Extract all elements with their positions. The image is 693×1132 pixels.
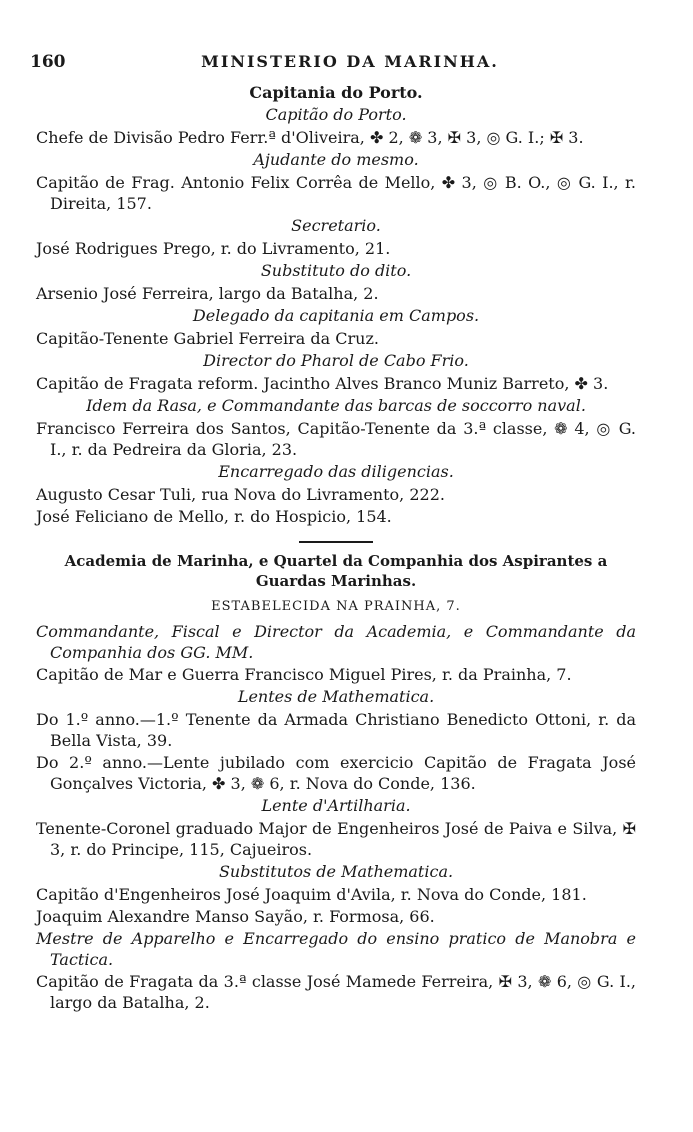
person-entry: Capitão de Fragata reform. Jacintho Alves Branco Muniz Barreto, ✤ 3. [36, 374, 609, 393]
section-heading: Capitão do Porto. [265, 105, 407, 124]
person-entry: Tenente-Coronel graduado Major de Engenheiros José de Paiva e Silva, ✠ 3, r. do Principe, 115, Cajueiros. [36, 819, 636, 859]
section-capitania-body [36, 104, 636, 527]
person-entry: José Rodrigues Prego, r. do Livramento, 21. [36, 239, 391, 258]
section-heading: Idem da Rasa, e Commandante das barcas de soccorro naval. [86, 396, 586, 415]
section-heading: Secretario. [291, 216, 381, 235]
person-entry: Augusto Cesar Tuli, rua Nova do Livramento, 222. [36, 485, 445, 504]
page-header [30, 52, 670, 78]
section-heading: Delegado da capitania em Campos. [192, 306, 480, 325]
page-content [36, 82, 636, 1014]
running-head: MINISTERIO DA MARINHA. [201, 52, 499, 71]
person-entry: Joaquim Alexandre Manso Sayão, r. Formosa, 66. [36, 907, 435, 926]
page-number: 160 [30, 52, 66, 72]
person-entry: Capitão-Tenente Gabriel Ferreira da Cruz. [36, 329, 379, 348]
section-heading: Substitutos de Mathematica. [218, 862, 454, 881]
section-subtitle-academia: ESTABELECIDA NA PRAINHA, 7. [211, 599, 461, 614]
person-entry: Capitão de Mar e Guerra Francisco Miguel Pires, r. da Prainha, 7. [36, 665, 572, 684]
person-entry: José Feliciano de Mello, r. do Hospicio, 154. [36, 507, 392, 526]
role-heading: Mestre de Apparelho e Encarregado do ensino pratico de Manobra e Tactica. [36, 929, 636, 969]
section-title-academia: Academia de Marinha, e Quartel da Companhia dos Aspirantes a Guardas Marinhas. [64, 552, 608, 590]
section-heading: Encarregado das diligencias. [218, 462, 454, 481]
person-entry: Capitão de Frag. Antonio Felix Corrêa de Mello, ✤ 3, ◎ B. O., ◎ G. I., r. Direita, 157. [36, 173, 636, 213]
person-entry: Do 2.º anno.—Lente jubilado com exercicio Capitão de Fragata José Gonçalves Victoria, ✤ 3, ❁ 6, r. Nova do Conde, 136. [36, 753, 636, 793]
person-entry: Chefe de Divisão Pedro Ferr.ª d'Oliveira, ✤ 2, ❁ 3, ✠ 3, ◎ G. I.; ✠ 3. [36, 128, 584, 147]
person-entry: Arsenio José Ferreira, largo da Batalha, 2. [36, 284, 379, 303]
section-heading: Substituto do dito. [260, 261, 412, 280]
person-entry: Francisco Ferreira dos Santos, Capitão-Tenente da 3.ª classe, ❁ 4, ◎ G. I., r. da Pedreira da Gloria, 23. [36, 419, 636, 459]
person-entry: Capitão de Fragata da 3.ª classe José Mamede Ferreira, ✠ 3, ❁ 6, ◎ G. I., largo da Batalha, 2. [36, 972, 636, 1012]
section-heading: Lente d'Artilharia. [261, 796, 411, 815]
role-heading: Commandante, Fiscal e Director da Academia, e Commandante da Companhia dos GG. MM. [36, 622, 636, 662]
section-divider [299, 541, 373, 543]
section-title-capitania: Capitania do Porto. [249, 83, 423, 102]
section-heading: Ajudante do mesmo. [253, 150, 419, 169]
section-academia-body [36, 621, 636, 1013]
section-heading: Lentes de Mathematica. [237, 687, 435, 706]
person-entry: Capitão d'Engenheiros José Joaquim d'Avila, r. Nova do Conde, 181. [36, 885, 587, 904]
person-entry: Do 1.º anno.—1.º Tenente da Armada Christiano Benedicto Ottoni, r. da Bella Vista, 39. [36, 710, 636, 750]
section-heading: Director do Pharol de Cabo Frio. [203, 351, 469, 370]
